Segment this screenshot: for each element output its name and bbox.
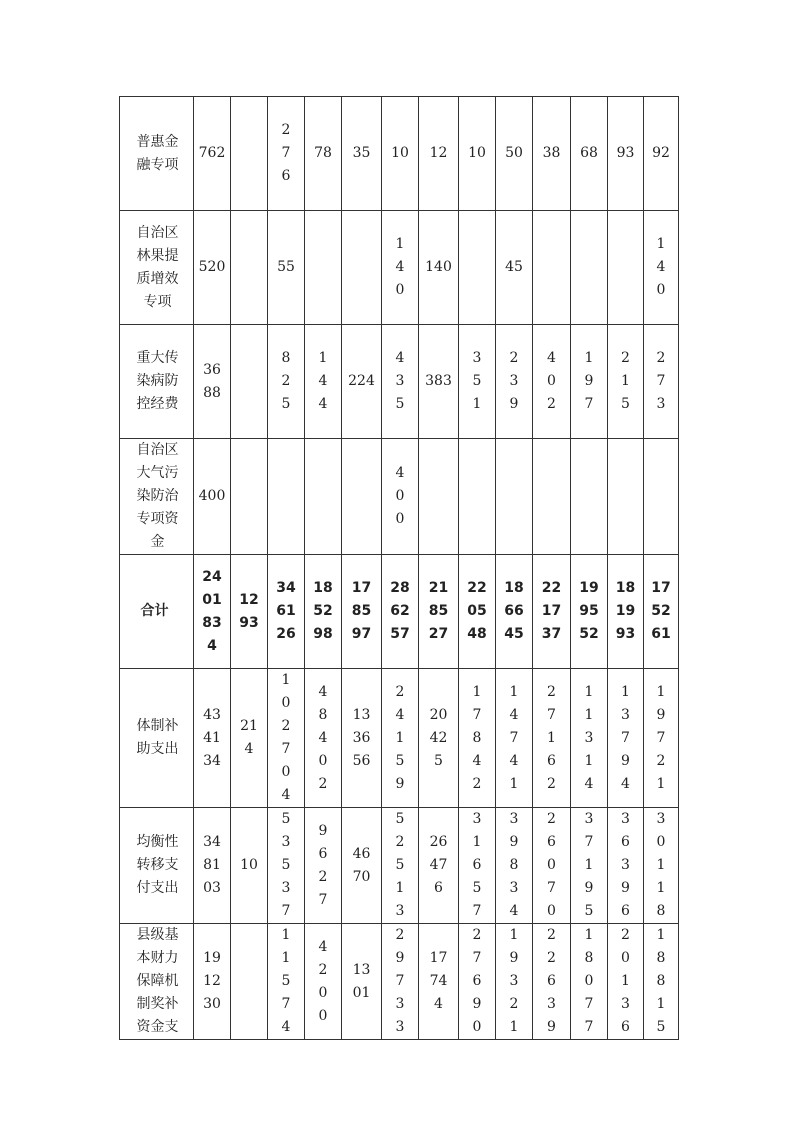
cell-value: 26476 xyxy=(429,834,448,896)
cell-value: 435 xyxy=(395,350,405,412)
cell-value: 19321 xyxy=(509,927,519,1035)
table-cell xyxy=(571,439,608,555)
table-cell xyxy=(644,211,679,325)
cell-value: 20136 xyxy=(621,927,630,1035)
table-cell xyxy=(459,439,496,555)
cell-value: 199552 xyxy=(579,580,599,642)
table-cell xyxy=(608,211,644,325)
table-cell xyxy=(342,669,382,808)
cell-value: 346126 xyxy=(276,580,296,642)
table-cell xyxy=(305,924,342,1040)
cell-value: 14741 xyxy=(509,683,519,792)
table-row xyxy=(120,924,679,1040)
cell-value: 762 xyxy=(198,145,226,161)
table-cell xyxy=(496,439,533,555)
table-cell xyxy=(382,555,419,669)
table-row xyxy=(120,97,679,211)
table-cell xyxy=(533,924,571,1040)
row-label xyxy=(120,808,194,924)
cell-value: 1293 xyxy=(239,591,259,631)
table-cell xyxy=(231,97,268,211)
cell-value: 434134 xyxy=(203,706,221,769)
table-cell xyxy=(459,325,496,439)
table-cell xyxy=(419,924,459,1040)
table-cell xyxy=(231,669,268,808)
table-cell xyxy=(231,211,268,325)
table-row xyxy=(120,808,679,924)
cell-value: 17842 xyxy=(472,683,482,792)
table-cell xyxy=(342,808,382,924)
table-cell xyxy=(305,439,342,555)
table-cell xyxy=(571,325,608,439)
table-cell xyxy=(342,924,382,1040)
table-cell xyxy=(459,669,496,808)
cell-value: 2401834 xyxy=(202,568,222,654)
cell-value: 35 xyxy=(352,145,371,161)
cell-value: 50 xyxy=(505,145,523,161)
cell-value: 45 xyxy=(505,259,523,275)
table-cell xyxy=(268,808,305,924)
table-cell xyxy=(231,924,268,1040)
table-cell xyxy=(419,669,459,808)
cell-value: 52513 xyxy=(395,811,405,919)
table-cell xyxy=(644,808,679,924)
table-cell xyxy=(459,924,496,1040)
cell-value: 133656 xyxy=(352,706,371,769)
cell-value: 31657 xyxy=(472,811,482,919)
table-cell xyxy=(608,97,644,211)
table-cell xyxy=(419,808,459,924)
table-cell xyxy=(419,211,459,325)
row-label-text: 普惠金融专项 xyxy=(136,133,179,173)
cell-value: 53537 xyxy=(281,811,291,919)
table-cell xyxy=(268,211,305,325)
cell-value: 191230 xyxy=(203,950,221,1012)
row-label xyxy=(120,439,194,555)
cell-value: 12 xyxy=(429,145,448,161)
table-cell xyxy=(305,211,342,325)
cell-value: 286257 xyxy=(390,580,410,642)
table-cell xyxy=(571,808,608,924)
cell-value: 351 xyxy=(472,350,482,412)
row-label-text: 自治区大气污染防治专项资金 xyxy=(136,442,179,550)
cell-value: 348103 xyxy=(203,834,221,896)
cell-value: 218527 xyxy=(428,580,449,642)
table-cell xyxy=(533,669,571,808)
table-cell xyxy=(571,97,608,211)
table-cell xyxy=(571,555,608,669)
table-cell xyxy=(382,325,419,439)
cell-value: 38 xyxy=(542,145,561,161)
table-cell xyxy=(194,669,231,808)
table-cell xyxy=(268,97,305,211)
table-cell xyxy=(305,669,342,808)
table-cell xyxy=(268,924,305,1040)
table-cell xyxy=(305,555,342,669)
table-cell xyxy=(194,808,231,924)
table-cell xyxy=(268,669,305,808)
table-cell xyxy=(496,325,533,439)
table-cell xyxy=(268,439,305,555)
cell-value: 10 xyxy=(468,145,486,161)
table-cell xyxy=(342,325,382,439)
table-cell xyxy=(496,924,533,1040)
table-cell xyxy=(608,325,644,439)
cell-value: 48402 xyxy=(318,683,328,792)
cell-value: 19721 xyxy=(656,683,666,792)
row-label-text: 县级基本财力保障机制奖补资金支 xyxy=(136,927,179,1035)
table-cell xyxy=(571,669,608,808)
table-cell xyxy=(496,808,533,924)
cell-value: 17744 xyxy=(429,950,448,1012)
cell-value: 215 xyxy=(621,350,630,412)
table-cell xyxy=(305,808,342,924)
cell-value: 29733 xyxy=(395,927,405,1035)
row-label-text: 合计 xyxy=(140,603,169,619)
cell-value: 18815 xyxy=(656,927,666,1035)
table-row xyxy=(120,439,679,555)
cell-value: 383 xyxy=(425,373,452,389)
table-cell xyxy=(533,325,571,439)
cell-value: 30118 xyxy=(656,811,666,919)
row-label xyxy=(120,325,194,439)
cell-value: 27162 xyxy=(547,683,556,792)
table-cell xyxy=(419,439,459,555)
cell-value: 178597 xyxy=(351,580,372,642)
cell-value: 140 xyxy=(395,236,405,298)
cell-value: 39834 xyxy=(509,811,519,919)
table-cell xyxy=(231,808,268,924)
table-cell xyxy=(533,808,571,924)
cell-value: 10 xyxy=(240,857,258,873)
cell-value: 825 xyxy=(281,350,291,412)
cell-value: 220548 xyxy=(467,580,487,642)
cell-value: 400 xyxy=(395,465,405,527)
table-cell xyxy=(305,325,342,439)
cell-value: 22639 xyxy=(547,927,556,1035)
table-cell xyxy=(496,669,533,808)
table-cell xyxy=(608,808,644,924)
table-cell xyxy=(194,97,231,211)
table-cell xyxy=(342,439,382,555)
cell-value: 13794 xyxy=(621,683,630,792)
cell-value: 24159 xyxy=(395,683,405,792)
budget-table xyxy=(119,96,679,1040)
row-label-text: 自治区林果提质增效专项 xyxy=(136,224,179,310)
table-cell xyxy=(644,325,679,439)
table-cell xyxy=(419,97,459,211)
cell-value: 520 xyxy=(198,259,226,275)
table-cell xyxy=(644,555,679,669)
table-cell xyxy=(608,439,644,555)
table-cell xyxy=(382,97,419,211)
table-cell xyxy=(496,211,533,325)
cell-value: 37195 xyxy=(584,811,594,919)
table-cell xyxy=(268,555,305,669)
table-cell xyxy=(382,808,419,924)
table-cell xyxy=(571,924,608,1040)
table-cell xyxy=(231,325,268,439)
table-cell xyxy=(194,325,231,439)
row-label-text: 体制补助支出 xyxy=(136,718,179,757)
table-cell xyxy=(533,439,571,555)
cell-value: 224 xyxy=(348,373,375,389)
cell-value: 239 xyxy=(509,350,519,412)
table-cell xyxy=(231,555,268,669)
cell-value: 186645 xyxy=(504,580,524,642)
table-cell xyxy=(459,211,496,325)
table-row xyxy=(120,669,679,808)
table-row xyxy=(120,325,679,439)
table-cell xyxy=(533,97,571,211)
cell-value: 1301 xyxy=(352,961,371,1001)
table-cell xyxy=(644,97,679,211)
table-cell xyxy=(194,924,231,1040)
cell-value: 185298 xyxy=(313,580,333,642)
cell-value: 181993 xyxy=(615,580,636,642)
table-cell xyxy=(342,97,382,211)
cell-value: 140 xyxy=(425,259,452,275)
table-cell xyxy=(419,555,459,669)
cell-value: 11574 xyxy=(281,927,291,1035)
table-cell xyxy=(342,555,382,669)
table-cell xyxy=(608,555,644,669)
table-cell xyxy=(268,325,305,439)
cell-value: 9627 xyxy=(318,822,328,908)
cell-value: 144 xyxy=(318,350,328,412)
cell-value: 55 xyxy=(277,259,295,275)
row-label xyxy=(120,555,194,669)
table-cell xyxy=(342,211,382,325)
cell-value: 92 xyxy=(652,145,670,161)
row-label-text: 重大传染病防控经费 xyxy=(136,350,179,412)
cell-value: 140 xyxy=(656,236,666,298)
cell-value: 402 xyxy=(547,350,556,412)
cell-value: 26070 xyxy=(547,811,556,919)
cell-value: 27690 xyxy=(472,927,482,1035)
table-cell xyxy=(533,211,571,325)
table-cell xyxy=(533,555,571,669)
table-cell xyxy=(608,669,644,808)
table-cell xyxy=(194,555,231,669)
table-row xyxy=(120,555,679,669)
table-cell xyxy=(571,211,608,325)
cell-value: 11314 xyxy=(584,683,594,792)
table-cell xyxy=(419,325,459,439)
table-cell xyxy=(382,669,419,808)
cell-value: 4670 xyxy=(352,845,371,885)
cell-value: 78 xyxy=(314,145,332,161)
cell-value: 18077 xyxy=(584,927,594,1035)
cell-value: 93 xyxy=(616,145,635,161)
row-label xyxy=(120,669,194,808)
table-cell xyxy=(459,97,496,211)
table-cell xyxy=(194,211,231,325)
cell-value: 273 xyxy=(656,350,666,412)
cell-value: 197 xyxy=(584,350,594,412)
table-cell xyxy=(382,439,419,555)
table-cell xyxy=(496,97,533,211)
row-label xyxy=(120,211,194,325)
table-cell xyxy=(459,555,496,669)
cell-value: 68 xyxy=(580,145,598,161)
cell-value: 20425 xyxy=(429,706,448,769)
cell-value: 276 xyxy=(281,122,291,184)
table-cell xyxy=(644,924,679,1040)
table-row xyxy=(120,211,679,325)
table-cell xyxy=(382,211,419,325)
table-cell xyxy=(644,439,679,555)
row-label-text: 均衡性转移支付支出 xyxy=(136,834,179,896)
table-cell xyxy=(305,97,342,211)
cell-value: 214 xyxy=(240,718,258,757)
table-cell xyxy=(644,669,679,808)
cell-value: 10 xyxy=(391,145,409,161)
table-cell xyxy=(608,924,644,1040)
row-label xyxy=(120,97,194,211)
cell-value: 175261 xyxy=(651,580,671,642)
table-cell xyxy=(459,808,496,924)
row-label xyxy=(120,924,194,1040)
table-cell xyxy=(231,439,268,555)
cell-value: 221737 xyxy=(541,580,562,642)
table-cell xyxy=(382,924,419,1040)
cell-value: 102704 xyxy=(281,672,291,803)
cell-value: 3688 xyxy=(203,361,221,401)
cell-value: 4200 xyxy=(318,938,328,1024)
cell-value: 36396 xyxy=(621,811,630,919)
table-cell xyxy=(194,439,231,555)
table-cell xyxy=(496,555,533,669)
cell-value: 400 xyxy=(198,488,226,504)
